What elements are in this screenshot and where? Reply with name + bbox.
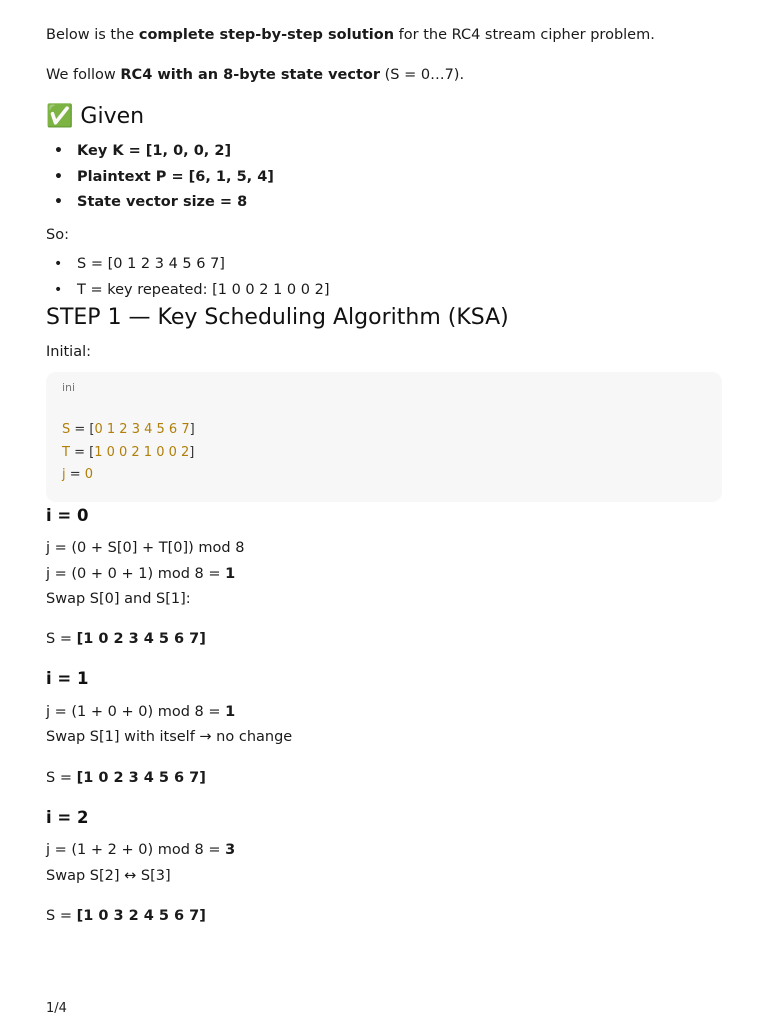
step1-heading: STEP 1 — Key Scheduling Algorithm (KSA) [46,305,509,330]
i2-heading: i = 2 [46,808,89,827]
so-list [46,252,329,303]
code-block [46,372,722,502]
i0-line-3: Swap S[0] and S[1]: [46,591,191,607]
code-line-s: S = [0 1 2 3 4 5 6 7] [62,422,195,437]
page-number: 1/4 [46,1001,67,1016]
i0-line-1: j = (0 + S[0] + T[0]) mod 8 [46,540,245,556]
given-list [46,139,274,216]
given-heading: ✅ Given [46,104,145,129]
i2-line-2: Swap S[2] ↔ S[3] [46,868,171,884]
intro-line-2: We follow RC4 with an 8-byte state vector (S = 0…7). [46,67,465,83]
intro-line-1: Below is the complete step-by-step solution for the RC4 stream cipher problem. [46,27,655,43]
so-label: So: [46,227,69,243]
i0-heading: i = 0 [46,506,89,525]
initial-label: Initial: [46,344,92,360]
i1-result: S = [1 0 2 3 4 5 6 7] [46,770,206,786]
i0-result: S = [1 0 2 3 4 5 6 7] [46,631,206,647]
check-mark-icon: ✅ [46,104,74,129]
i0-line-2: j = (0 + 0 + 1) mod 8 = 1 [46,566,236,582]
given-item-key: • Key K = [1, 0, 0, 2] [46,139,274,165]
given-item-plaintext: • Plaintext P = [6, 1, 5, 4] [46,165,274,191]
so-item-t: • T = key repeated: [1 0 0 2 1 0 0 2] [46,278,329,304]
code-language-label: ini [62,381,76,394]
i2-result: S = [1 0 3 2 4 5 6 7] [46,908,206,924]
code-line-j: j = 0 [62,467,94,482]
so-item-s: • S = [0 1 2 3 4 5 6 7] [46,252,329,278]
code-line-t: T = [1 0 0 2 1 0 0 2] [62,445,195,460]
i1-line-2: Swap S[1] with itself → no change [46,729,293,745]
i1-heading: i = 1 [46,669,89,688]
i1-line-1: j = (1 + 0 + 0) mod 8 = 1 [46,704,236,720]
given-item-state-size: • State vector size = 8 [46,190,274,216]
i2-line-1: j = (1 + 2 + 0) mod 8 = 3 [46,842,236,858]
